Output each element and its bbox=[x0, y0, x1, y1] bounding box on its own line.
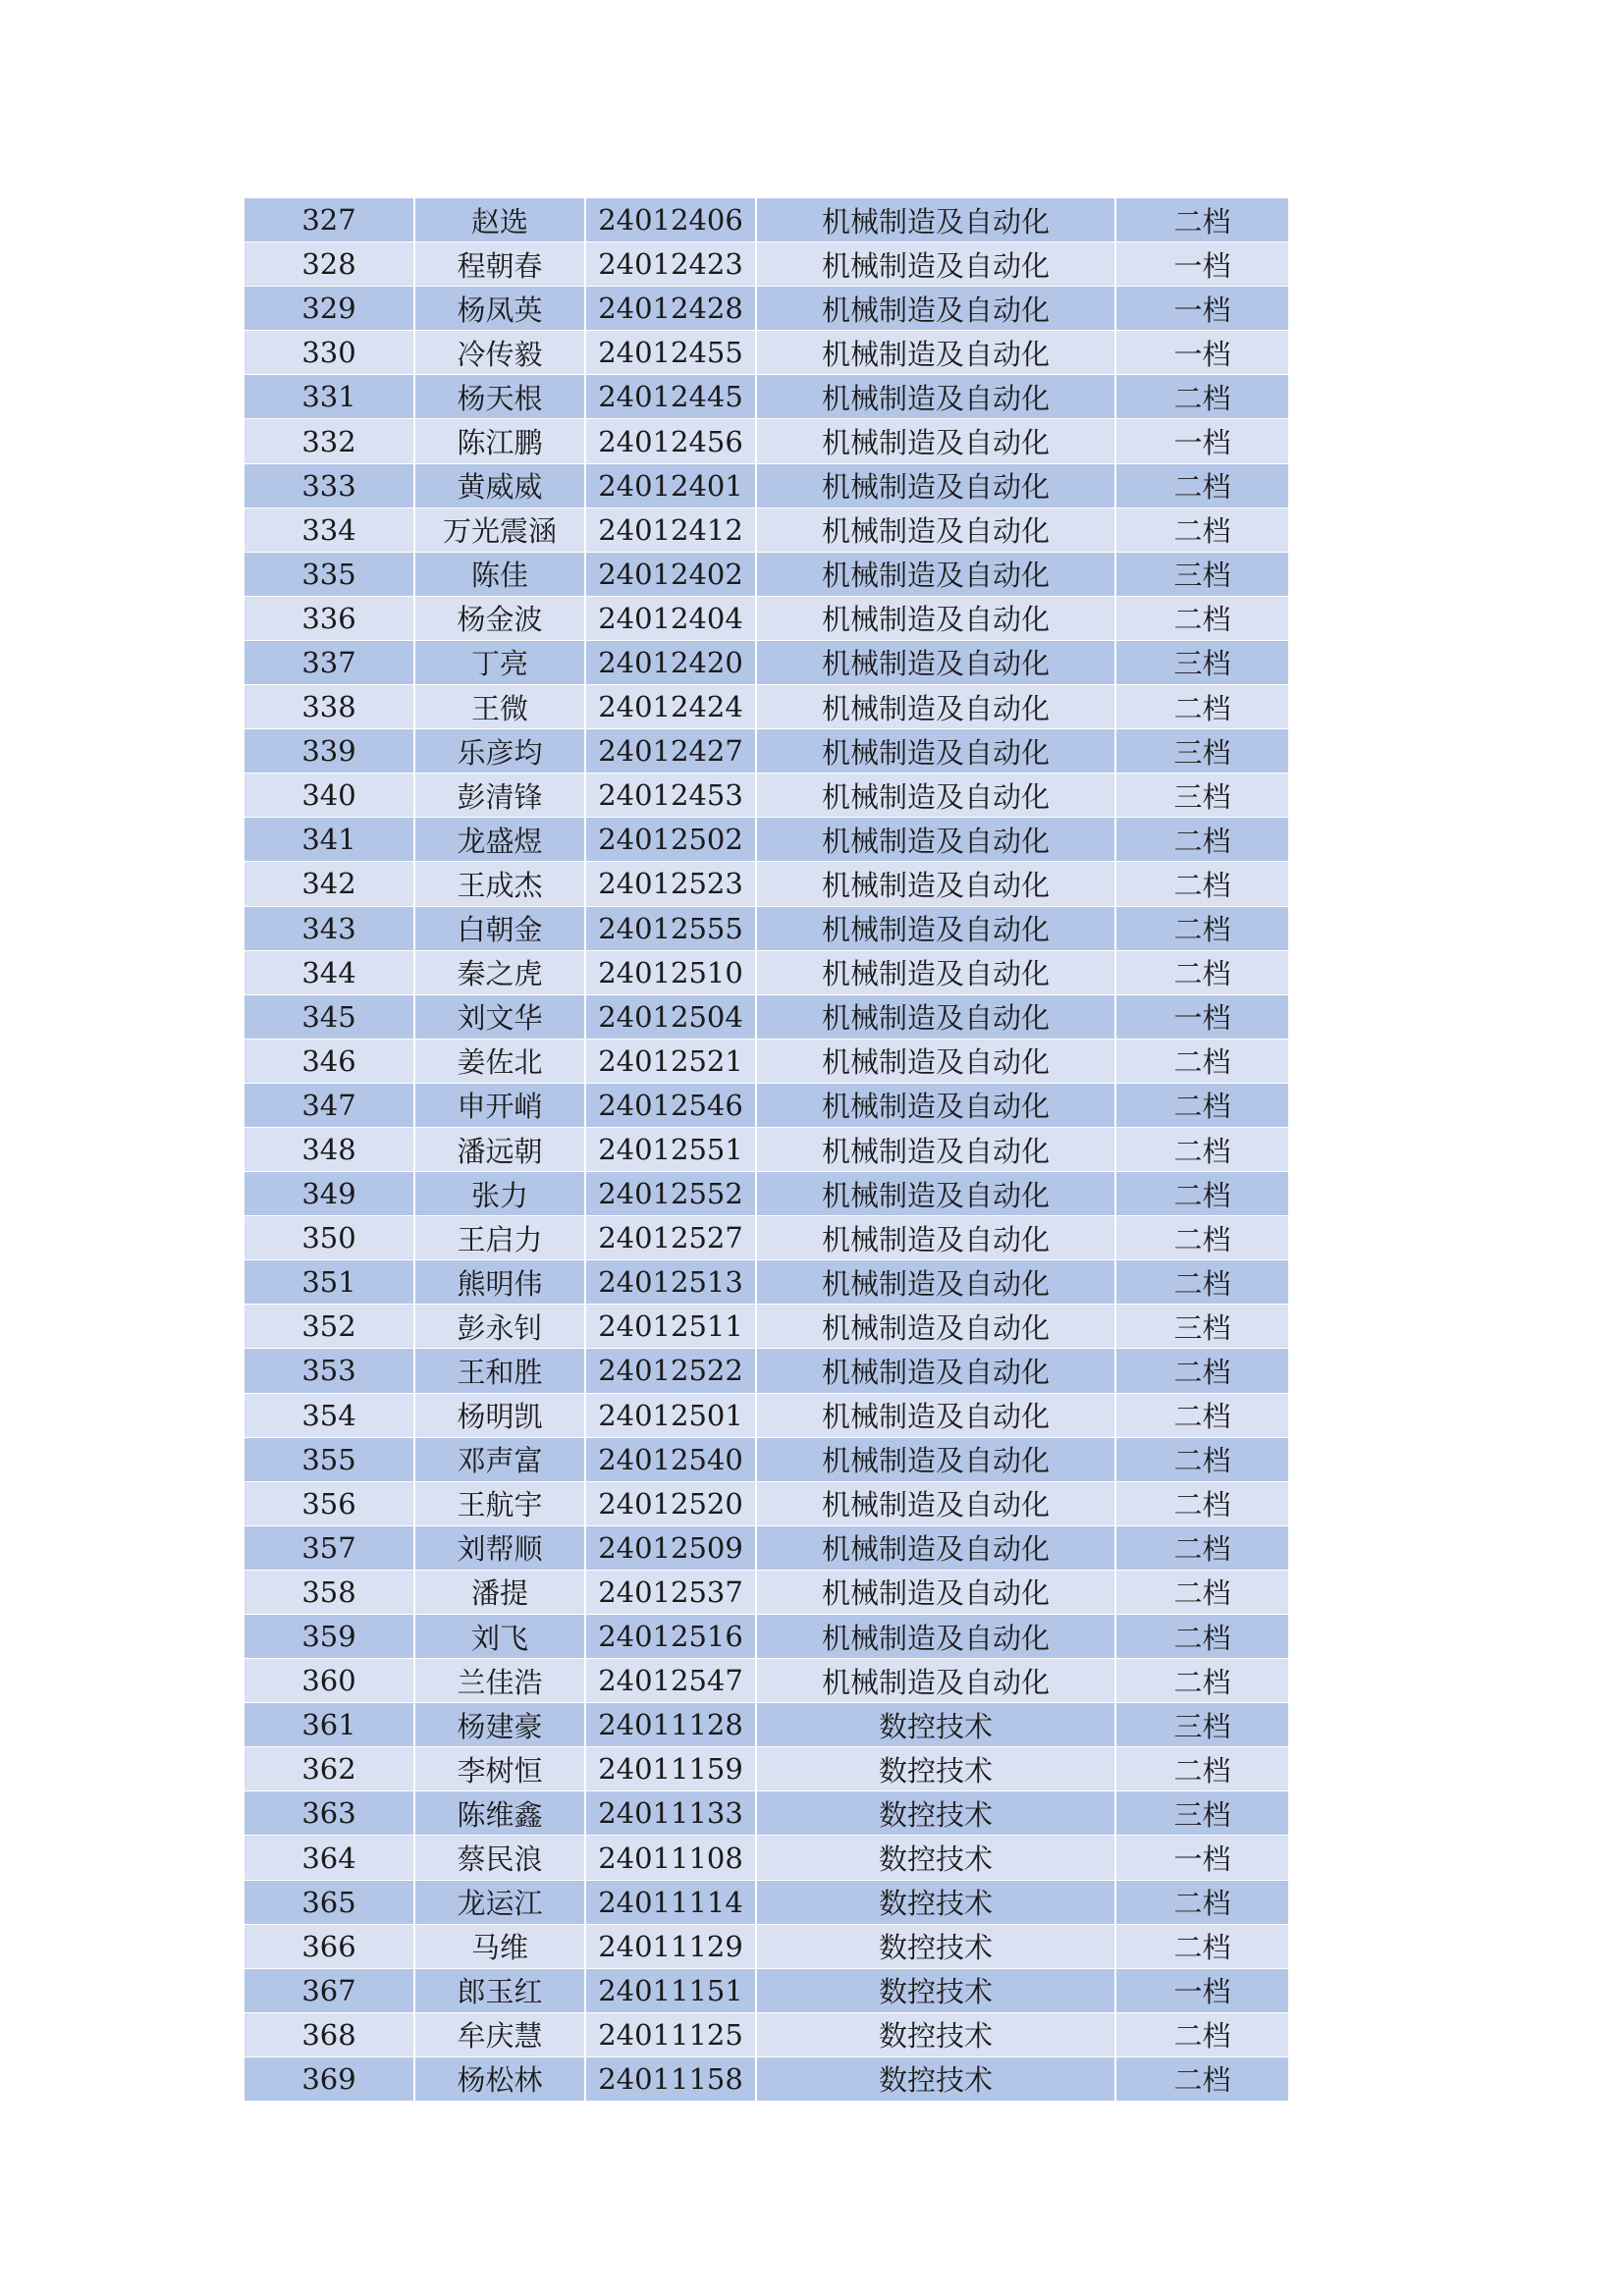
level-cell: 一档 bbox=[1173, 1001, 1231, 1036]
major-cell: 数控技术 bbox=[757, 1925, 1116, 1968]
student-name-cell: 王和胜 bbox=[415, 1349, 586, 1392]
student-table bbox=[244, 198, 1288, 2102]
student-name-cell: 杨凤英 bbox=[415, 287, 586, 330]
student-name-cell: 陈佳 bbox=[415, 553, 586, 596]
table-row bbox=[244, 1791, 1288, 1836]
major-cell: 机械制造及自动化 bbox=[757, 774, 1116, 817]
level-cell: 二档 bbox=[1173, 1222, 1231, 1256]
row-number-cell: 331 bbox=[244, 375, 415, 418]
student-name-cell: 刘帮顺 bbox=[415, 1526, 586, 1570]
major-cell: 机械制造及自动化 bbox=[757, 729, 1116, 773]
level-cell: 二档 bbox=[1173, 1090, 1231, 1124]
table-row bbox=[244, 1172, 1288, 1216]
major-cell: 机械制造及自动化 bbox=[757, 818, 1116, 861]
student-id-cell: 24012428 bbox=[586, 287, 757, 330]
level-cell: 三档 bbox=[1173, 1797, 1231, 1832]
row-number-cell: 330 bbox=[244, 331, 415, 374]
major-cell: 机械制造及自动化 bbox=[757, 1216, 1116, 1259]
student-name-cell: 王启力 bbox=[415, 1216, 586, 1259]
student-name-cell: 王成杰 bbox=[415, 862, 586, 905]
major-cell: 机械制造及自动化 bbox=[757, 1526, 1116, 1570]
student-name-cell: 杨建豪 bbox=[415, 1703, 586, 1746]
student-id-cell: 24012537 bbox=[586, 1571, 757, 1614]
level-cell: 二档 bbox=[1173, 1178, 1231, 1212]
major-cell: 机械制造及自动化 bbox=[757, 508, 1116, 552]
major-cell: 机械制造及自动化 bbox=[757, 198, 1116, 241]
student-name-cell: 陈江鹏 bbox=[415, 419, 586, 462]
level-cell: 三档 bbox=[1173, 735, 1231, 770]
major-cell: 机械制造及自动化 bbox=[757, 464, 1116, 507]
student-id-cell: 24011114 bbox=[586, 1881, 757, 1924]
major-cell: 机械制造及自动化 bbox=[757, 685, 1116, 728]
table-row bbox=[244, 1969, 1288, 2013]
student-name-cell: 冷传毅 bbox=[415, 331, 586, 374]
major-cell: 数控技术 bbox=[757, 1747, 1116, 1790]
row-number-cell: 342 bbox=[244, 862, 415, 905]
major-cell: 机械制造及自动化 bbox=[757, 1482, 1116, 1525]
student-name-cell: 蔡民浪 bbox=[415, 1836, 586, 1879]
row-number-cell: 332 bbox=[244, 419, 415, 462]
table-row bbox=[244, 951, 1288, 995]
student-id-cell: 24012527 bbox=[586, 1216, 757, 1259]
student-id-cell: 24012523 bbox=[586, 862, 757, 905]
level-cell: 二档 bbox=[1173, 2063, 1231, 2098]
student-id-cell: 24012455 bbox=[586, 331, 757, 374]
student-id-cell: 24012420 bbox=[586, 641, 757, 684]
row-number-cell: 363 bbox=[244, 1791, 415, 1835]
table-row bbox=[244, 331, 1288, 375]
table-row bbox=[244, 1571, 1288, 1615]
student-id-cell: 24012551 bbox=[586, 1128, 757, 1171]
row-number-cell: 367 bbox=[244, 1969, 415, 2012]
row-number-cell: 329 bbox=[244, 287, 415, 330]
level-cell: 二档 bbox=[1173, 2019, 1231, 2054]
major-cell: 机械制造及自动化 bbox=[757, 1438, 1116, 1481]
level-cell: 一档 bbox=[1173, 293, 1231, 327]
major-cell: 机械制造及自动化 bbox=[757, 553, 1116, 596]
table-row bbox=[244, 1216, 1288, 1260]
table-row bbox=[244, 1482, 1288, 1526]
level-cell: 一档 bbox=[1173, 1842, 1231, 1877]
row-number-cell: 339 bbox=[244, 729, 415, 773]
student-name-cell: 邓声富 bbox=[415, 1438, 586, 1481]
student-id-cell: 24012511 bbox=[586, 1305, 757, 1348]
level-cell: 三档 bbox=[1173, 779, 1231, 814]
row-number-cell: 362 bbox=[244, 1747, 415, 1790]
major-cell: 机械制造及自动化 bbox=[757, 1349, 1116, 1392]
student-id-cell: 24012401 bbox=[586, 464, 757, 507]
student-name-cell: 杨明凯 bbox=[415, 1394, 586, 1437]
table-row bbox=[244, 1040, 1288, 1084]
row-number-cell: 344 bbox=[244, 951, 415, 994]
table-row bbox=[244, 1925, 1288, 1969]
student-id-cell: 24012547 bbox=[586, 1659, 757, 1702]
level-cell: 二档 bbox=[1173, 1400, 1231, 1434]
row-number-cell: 336 bbox=[244, 597, 415, 640]
student-name-cell: 姜佐北 bbox=[415, 1040, 586, 1083]
table-row bbox=[244, 641, 1288, 685]
student-id-cell: 24012456 bbox=[586, 419, 757, 462]
student-name-cell: 彭永钊 bbox=[415, 1305, 586, 1348]
major-cell: 机械制造及自动化 bbox=[757, 1172, 1116, 1215]
row-number-cell: 340 bbox=[244, 774, 415, 817]
row-number-cell: 357 bbox=[244, 1526, 415, 1570]
student-id-cell: 24012406 bbox=[586, 198, 757, 241]
student-id-cell: 24012445 bbox=[586, 375, 757, 418]
table-row bbox=[244, 1659, 1288, 1703]
row-number-cell: 349 bbox=[244, 1172, 415, 1215]
major-cell: 机械制造及自动化 bbox=[757, 1040, 1116, 1083]
table-row bbox=[244, 1615, 1288, 1659]
level-cell: 二档 bbox=[1173, 1045, 1231, 1080]
student-name-cell: 潘提 bbox=[415, 1571, 586, 1614]
row-number-cell: 338 bbox=[244, 685, 415, 728]
student-name-cell: 牟庆慧 bbox=[415, 2013, 586, 2056]
student-id-cell: 24012521 bbox=[586, 1040, 757, 1083]
level-cell: 二档 bbox=[1173, 1753, 1231, 1788]
table-row bbox=[244, 1260, 1288, 1305]
student-name-cell: 刘文华 bbox=[415, 995, 586, 1039]
student-name-cell: 刘飞 bbox=[415, 1615, 586, 1658]
table-row bbox=[244, 2057, 1288, 2102]
level-cell: 二档 bbox=[1173, 1621, 1231, 1655]
row-number-cell: 369 bbox=[244, 2057, 415, 2101]
level-cell: 二档 bbox=[1173, 1665, 1231, 1699]
major-cell: 数控技术 bbox=[757, 1881, 1116, 1924]
table-row bbox=[244, 862, 1288, 906]
row-number-cell: 358 bbox=[244, 1571, 415, 1614]
major-cell: 机械制造及自动化 bbox=[757, 951, 1116, 994]
row-number-cell: 343 bbox=[244, 907, 415, 950]
row-number-cell: 365 bbox=[244, 1881, 415, 1924]
level-cell: 二档 bbox=[1173, 603, 1231, 637]
major-cell: 数控技术 bbox=[757, 1836, 1116, 1879]
level-cell: 二档 bbox=[1173, 691, 1231, 725]
row-number-cell: 350 bbox=[244, 1216, 415, 1259]
table-row bbox=[244, 1128, 1288, 1172]
table-row bbox=[244, 818, 1288, 862]
student-name-cell: 乐彦均 bbox=[415, 729, 586, 773]
major-cell: 数控技术 bbox=[757, 1791, 1116, 1835]
row-number-cell: 327 bbox=[244, 198, 415, 241]
table-row bbox=[244, 597, 1288, 641]
level-cell: 二档 bbox=[1173, 381, 1231, 415]
level-cell: 二档 bbox=[1173, 1444, 1231, 1478]
student-id-cell: 24012402 bbox=[586, 553, 757, 596]
level-cell: 二档 bbox=[1173, 824, 1231, 858]
level-cell: 一档 bbox=[1173, 1975, 1231, 2009]
major-cell: 机械制造及自动化 bbox=[757, 641, 1116, 684]
table-row bbox=[244, 419, 1288, 463]
student-id-cell: 24012555 bbox=[586, 907, 757, 950]
level-cell: 二档 bbox=[1173, 1887, 1231, 1921]
row-number-cell: 359 bbox=[244, 1615, 415, 1658]
student-name-cell: 秦之虎 bbox=[415, 951, 586, 994]
table-row bbox=[244, 1305, 1288, 1349]
student-name-cell: 熊明伟 bbox=[415, 1260, 586, 1304]
student-id-cell: 24012540 bbox=[586, 1438, 757, 1481]
major-cell: 机械制造及自动化 bbox=[757, 862, 1116, 905]
table-row bbox=[244, 1526, 1288, 1571]
table-row bbox=[244, 995, 1288, 1040]
table-row bbox=[244, 242, 1288, 287]
student-id-cell: 24011159 bbox=[586, 1747, 757, 1790]
level-cell: 三档 bbox=[1173, 647, 1231, 681]
student-name-cell: 黄威威 bbox=[415, 464, 586, 507]
student-id-cell: 24012509 bbox=[586, 1526, 757, 1570]
student-name-cell: 龙运江 bbox=[415, 1881, 586, 1924]
row-number-cell: 364 bbox=[244, 1836, 415, 1879]
major-cell: 数控技术 bbox=[757, 2057, 1116, 2101]
student-id-cell: 24012427 bbox=[586, 729, 757, 773]
major-cell: 数控技术 bbox=[757, 2013, 1116, 2056]
table-row bbox=[244, 729, 1288, 774]
table-row bbox=[244, 907, 1288, 951]
major-cell: 机械制造及自动化 bbox=[757, 242, 1116, 286]
major-cell: 机械制造及自动化 bbox=[757, 1394, 1116, 1437]
student-id-cell: 24011108 bbox=[586, 1836, 757, 1879]
student-name-cell: 张力 bbox=[415, 1172, 586, 1215]
row-number-cell: 345 bbox=[244, 995, 415, 1039]
table-row bbox=[244, 1438, 1288, 1482]
student-id-cell: 24012404 bbox=[586, 597, 757, 640]
row-number-cell: 366 bbox=[244, 1925, 415, 1968]
row-number-cell: 337 bbox=[244, 641, 415, 684]
student-id-cell: 24012510 bbox=[586, 951, 757, 994]
student-name-cell: 杨天根 bbox=[415, 375, 586, 418]
student-name-cell: 兰佳浩 bbox=[415, 1659, 586, 1702]
level-cell: 一档 bbox=[1173, 248, 1231, 283]
major-cell: 机械制造及自动化 bbox=[757, 287, 1116, 330]
major-cell: 机械制造及自动化 bbox=[757, 1615, 1116, 1658]
student-name-cell: 彭清锋 bbox=[415, 774, 586, 817]
student-id-cell: 24012412 bbox=[586, 508, 757, 552]
table-row bbox=[244, 198, 1288, 242]
level-cell: 二档 bbox=[1173, 1488, 1231, 1522]
row-number-cell: 352 bbox=[244, 1305, 415, 1348]
row-number-cell: 354 bbox=[244, 1394, 415, 1437]
student-id-cell: 24012453 bbox=[586, 774, 757, 817]
student-name-cell: 潘远朝 bbox=[415, 1128, 586, 1171]
major-cell: 机械制造及自动化 bbox=[757, 1128, 1116, 1171]
major-cell: 机械制造及自动化 bbox=[757, 1084, 1116, 1127]
level-cell: 二档 bbox=[1173, 204, 1231, 239]
major-cell: 机械制造及自动化 bbox=[757, 375, 1116, 418]
student-id-cell: 24012516 bbox=[586, 1615, 757, 1658]
row-number-cell: 355 bbox=[244, 1438, 415, 1481]
student-id-cell: 24012546 bbox=[586, 1084, 757, 1127]
table-row bbox=[244, 287, 1288, 331]
major-cell: 机械制造及自动化 bbox=[757, 419, 1116, 462]
table-row bbox=[244, 1881, 1288, 1925]
table-row bbox=[244, 1747, 1288, 1791]
student-name-cell: 赵选 bbox=[415, 198, 586, 241]
student-id-cell: 24012502 bbox=[586, 818, 757, 861]
row-number-cell: 361 bbox=[244, 1703, 415, 1746]
level-cell: 二档 bbox=[1173, 1931, 1231, 1965]
student-id-cell: 24012504 bbox=[586, 995, 757, 1039]
row-number-cell: 346 bbox=[244, 1040, 415, 1083]
level-cell: 二档 bbox=[1173, 1266, 1231, 1301]
student-name-cell: 李树恒 bbox=[415, 1747, 586, 1790]
table-row bbox=[244, 774, 1288, 818]
major-cell: 数控技术 bbox=[757, 1703, 1116, 1746]
student-name-cell: 白朝金 bbox=[415, 907, 586, 950]
table-row bbox=[244, 1349, 1288, 1393]
level-cell: 一档 bbox=[1173, 426, 1231, 460]
table-row bbox=[244, 2013, 1288, 2057]
row-number-cell: 328 bbox=[244, 242, 415, 286]
row-number-cell: 353 bbox=[244, 1349, 415, 1392]
student-name-cell: 申开峭 bbox=[415, 1084, 586, 1127]
row-number-cell: 334 bbox=[244, 508, 415, 552]
level-cell: 三档 bbox=[1173, 1310, 1231, 1345]
student-name-cell: 丁亮 bbox=[415, 641, 586, 684]
level-cell: 二档 bbox=[1173, 913, 1231, 947]
student-id-cell: 24012520 bbox=[586, 1482, 757, 1525]
student-id-cell: 24011133 bbox=[586, 1791, 757, 1835]
table-row bbox=[244, 1703, 1288, 1747]
row-number-cell: 348 bbox=[244, 1128, 415, 1171]
student-id-cell: 24011128 bbox=[586, 1703, 757, 1746]
level-cell: 二档 bbox=[1173, 1576, 1231, 1611]
row-number-cell: 341 bbox=[244, 818, 415, 861]
row-number-cell: 333 bbox=[244, 464, 415, 507]
student-name-cell: 郎玉红 bbox=[415, 1969, 586, 2012]
student-id-cell: 24011125 bbox=[586, 2013, 757, 2056]
student-id-cell: 24011151 bbox=[586, 1969, 757, 2012]
table-row bbox=[244, 685, 1288, 729]
student-name-cell: 马维 bbox=[415, 1925, 586, 1968]
level-cell: 一档 bbox=[1173, 337, 1231, 371]
student-id-cell: 24012424 bbox=[586, 685, 757, 728]
student-id-cell: 24012522 bbox=[586, 1349, 757, 1392]
table-row bbox=[244, 464, 1288, 508]
student-id-cell: 24011158 bbox=[586, 2057, 757, 2101]
major-cell: 数控技术 bbox=[757, 1969, 1116, 2012]
row-number-cell: 356 bbox=[244, 1482, 415, 1525]
row-number-cell: 347 bbox=[244, 1084, 415, 1127]
major-cell: 机械制造及自动化 bbox=[757, 1571, 1116, 1614]
student-name-cell: 龙盛煜 bbox=[415, 818, 586, 861]
table-row bbox=[244, 553, 1288, 597]
table-row bbox=[244, 375, 1288, 419]
major-cell: 机械制造及自动化 bbox=[757, 995, 1116, 1039]
table-row bbox=[244, 1394, 1288, 1438]
level-cell: 二档 bbox=[1173, 957, 1231, 991]
major-cell: 机械制造及自动化 bbox=[757, 1659, 1116, 1702]
level-cell: 三档 bbox=[1173, 1709, 1231, 1743]
level-cell: 三档 bbox=[1173, 559, 1231, 593]
level-cell: 二档 bbox=[1173, 868, 1231, 902]
level-cell: 二档 bbox=[1173, 1134, 1231, 1168]
student-id-cell: 24012423 bbox=[586, 242, 757, 286]
table-row bbox=[244, 508, 1288, 553]
major-cell: 机械制造及自动化 bbox=[757, 1260, 1116, 1304]
row-number-cell: 360 bbox=[244, 1659, 415, 1702]
student-id-cell: 24012513 bbox=[586, 1260, 757, 1304]
table-row bbox=[244, 1836, 1288, 1880]
level-cell: 二档 bbox=[1173, 1532, 1231, 1567]
level-cell: 二档 bbox=[1173, 470, 1231, 505]
major-cell: 机械制造及自动化 bbox=[757, 331, 1116, 374]
student-id-cell: 24012552 bbox=[586, 1172, 757, 1215]
row-number-cell: 335 bbox=[244, 553, 415, 596]
major-cell: 机械制造及自动化 bbox=[757, 1305, 1116, 1348]
level-cell: 二档 bbox=[1173, 1355, 1231, 1389]
student-name-cell: 杨金波 bbox=[415, 597, 586, 640]
student-id-cell: 24011129 bbox=[586, 1925, 757, 1968]
row-number-cell: 351 bbox=[244, 1260, 415, 1304]
student-name-cell: 陈维鑫 bbox=[415, 1791, 586, 1835]
major-cell: 机械制造及自动化 bbox=[757, 597, 1116, 640]
student-name-cell: 万光震涵 bbox=[415, 508, 586, 552]
student-id-cell: 24012501 bbox=[586, 1394, 757, 1437]
major-cell: 机械制造及自动化 bbox=[757, 907, 1116, 950]
student-name-cell: 王航宇 bbox=[415, 1482, 586, 1525]
student-name-cell: 王微 bbox=[415, 685, 586, 728]
level-cell: 二档 bbox=[1173, 514, 1231, 549]
table-row bbox=[244, 1084, 1288, 1128]
student-name-cell: 杨松林 bbox=[415, 2057, 586, 2101]
row-number-cell: 368 bbox=[244, 2013, 415, 2056]
student-name-cell: 程朝春 bbox=[415, 242, 586, 286]
